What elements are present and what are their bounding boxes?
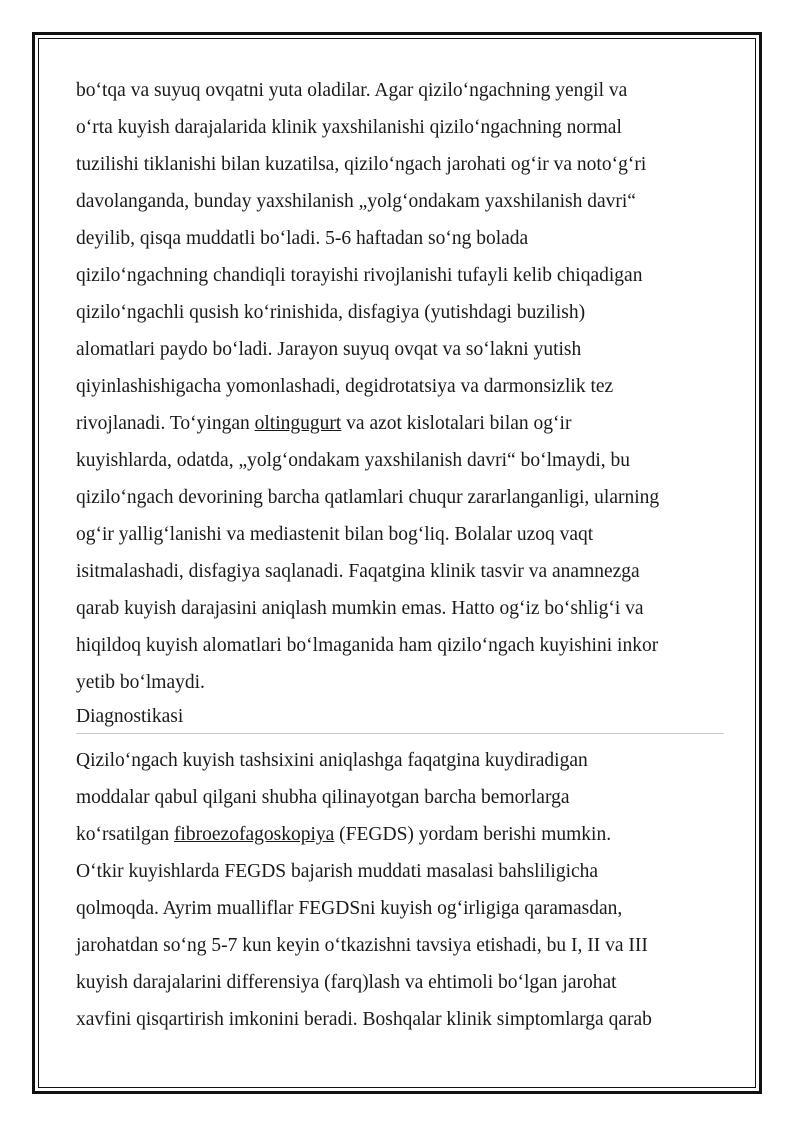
link-oltingugurt[interactable]: oltingugurt: [254, 413, 342, 434]
text-line: qizilo‘ngachning chandiqli torayishi rivojlanishi tufayli kelib chiqadigan: [76, 265, 643, 286]
text-line: [76, 816, 724, 853]
text-line: bo‘tqa va suyuq ovqatni yuta oladilar. Agar qizilo‘ngachning yengil va: [76, 80, 628, 101]
text-line: qolmoqda. Ayrim mualliflar FEGDSni kuyish og‘irligiga qaramasdan,: [76, 898, 623, 919]
section-heading: Diagnostikasi: [76, 701, 724, 734]
text-line: yetib bo‘lmaydi.: [76, 672, 205, 693]
text-line: isitmalashadi, disfagiya saqlanadi. Faqatgina klinik tasvir va anamnezga: [76, 561, 640, 582]
text-line: alomatlari paydo bo‘ladi. Jarayon suyuq ovqat va so‘lakni yutish: [76, 339, 582, 360]
text-span: rivojlanadi. To‘yingan: [76, 413, 255, 434]
text-line: [76, 405, 724, 442]
text-line: hiqildoq kuyish alomatlari bo‘lmaganida ham qizilo‘ngach kuyishini inkor: [76, 635, 659, 656]
text-line: tuzilishi tiklanishi bilan kuzatilsa, qizilo‘ngach jarohati og‘ir va noto‘g‘ri: [76, 154, 647, 175]
text-span: (FEGDS) yordam berishi mumkin.: [334, 824, 612, 845]
text-line: kuyishlarda, odatda, „yolg‘ondakam yaxshilanish davri“ bo‘lmaydi, bu: [76, 450, 630, 471]
text-line: deyilib, qisqa muddatli bo‘ladi. 5-6 haftadan so‘ng bolada: [76, 228, 529, 249]
text-line: davolanganda, bunday yaxshilanish „yolg‘ondakam yaxshilanish davri“: [76, 191, 636, 212]
paragraph-symptoms: [76, 72, 724, 701]
text-line: Qizilo‘ngach kuyish tashsixini aniqlashga faqatgina kuydiradigan: [76, 750, 588, 771]
text-line: xavfini qisqartirish imkonini beradi. Boshqalar klinik simptomlarga qarab: [76, 1009, 652, 1030]
text-line: O‘tkir kuyishlarda FEGDS bajarish muddati masalasi bahsliligicha: [76, 861, 599, 882]
text-line: o‘rta kuyish darajalarida klinik yaxshilanishi qizilo‘ngachning normal: [76, 117, 622, 138]
link-fibroezofagoskopiya[interactable]: fibroezofagoskopiya: [174, 824, 335, 845]
paragraph-diagnostics: [76, 742, 724, 1038]
text-line: qarab kuyish darajasini aniqlash mumkin emas. Hatto og‘iz bo‘shlig‘i va: [76, 598, 644, 619]
text-span: va azot kislotalari bilan og‘ir: [341, 413, 572, 434]
text-line: qiyinlashishigacha yomonlashadi, degidrotatsiya va darmonsizlik tez: [76, 376, 614, 397]
document-body: [76, 72, 724, 1038]
text-line: qizilo‘ngachli qusish ko‘rinishida, disfagiya (yutishdagi buzilish): [76, 302, 586, 323]
text-line: moddalar qabul qilgani shubha qilinayotgan barcha bemorlarga: [76, 787, 570, 808]
text-line: jarohatdan so‘ng 5-7 kun keyin o‘tkazishni tavsiya etishadi, bu I, II va III: [76, 935, 648, 956]
text-line: qizilo‘ngach devorining barcha qatlamlari chuqur zararlanganligi, ularning: [76, 487, 660, 508]
text-span: ko‘rsatilgan: [76, 824, 175, 845]
text-line: og‘ir yallig‘lanishi va mediastenit bilan bog‘liq. Bolalar uzoq vaqt: [76, 524, 594, 545]
text-line: kuyish darajalarini differensiya (farq)lash va ehtimoli bo‘lgan jarohat: [76, 972, 617, 993]
